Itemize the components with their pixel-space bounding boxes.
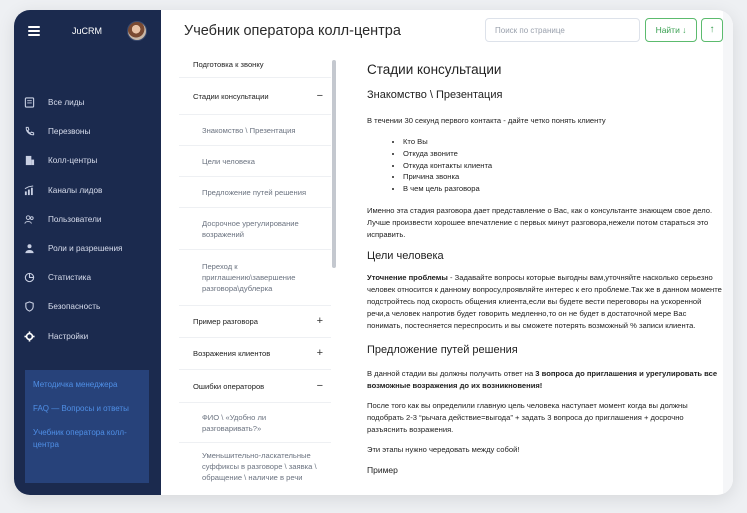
sidebar-item-label: Все лиды xyxy=(48,98,85,108)
sidebar-item-leads[interactable] xyxy=(14,88,161,117)
sidebar-item-label: Роли и разрешения xyxy=(48,244,123,254)
sidebar-nav xyxy=(14,88,161,351)
toc-item-example[interactable] xyxy=(179,306,331,338)
sidebar-header xyxy=(14,10,161,52)
toc-item-label: Знакомство \ Презентация xyxy=(202,125,296,135)
toc-item-label: Переход к приглашению\завершение разговора\дублерка xyxy=(202,262,296,293)
sidebar-item-label: Перезвоны xyxy=(48,127,91,137)
expand-icon[interactable]: + xyxy=(316,347,323,359)
link-faq[interactable]: FAQ — Вопросы и ответы xyxy=(33,404,129,413)
paragraph: В течении 30 секунд первого контакта - дайте четко понять клиенту xyxy=(367,116,606,125)
list-item: • Откуда звоните xyxy=(403,148,723,160)
toc-item-label: Уменьшительно-ласкательные суффиксы в разговоре \ заявка \ обращение \ наличие в речи xyxy=(202,451,317,482)
roles-icon xyxy=(23,243,35,255)
link-manager-guide[interactable]: Методичка менеджера xyxy=(33,380,118,389)
toc-item-objections-early[interactable] xyxy=(179,208,331,250)
collapse-icon[interactable]: − xyxy=(316,89,323,102)
example-label: Пример xyxy=(367,464,398,475)
sidebar-item-stats[interactable] xyxy=(14,263,161,292)
toc-item-invitation[interactable] xyxy=(179,250,331,306)
phone-icon xyxy=(23,126,35,138)
toc-item-client-objections[interactable] xyxy=(179,338,331,370)
paragraph xyxy=(367,368,723,392)
sidebar-item-label: Колл-центры xyxy=(48,156,98,166)
gear-icon xyxy=(23,330,35,342)
menu-icon[interactable] xyxy=(28,26,40,36)
sidebar-item-security[interactable] xyxy=(14,292,161,321)
toc-item-label: Предложение путей решения xyxy=(202,187,307,197)
list-item: • Причина звонка xyxy=(403,171,723,183)
content-scrollbar[interactable] xyxy=(723,10,733,495)
avatar[interactable] xyxy=(127,21,147,41)
bold-text: 3 вопроса до приглашения и урегулировать все возможные возражения до их возникновения! xyxy=(367,368,718,390)
table-of-contents xyxy=(179,52,331,495)
sidebar-item-lead-channels[interactable] xyxy=(14,176,161,205)
section-title: Стадии консультации xyxy=(367,62,502,77)
toc-item-label: Ошибки операторов xyxy=(193,381,265,391)
sidebar-item-label: Настройки xyxy=(48,331,89,341)
sidebar-item-label: Пользователи xyxy=(48,214,102,224)
toc-item-suffixes[interactable] xyxy=(179,443,331,495)
paragraph-text: В данной стадии вы должны получить ответ на xyxy=(367,368,536,378)
main-area xyxy=(161,10,733,495)
users-icon xyxy=(23,213,35,225)
list-item: • Откуда контакты клиента xyxy=(403,160,723,172)
toc-item-label: Пример разговора xyxy=(193,317,258,326)
toc-item-stages[interactable] xyxy=(179,78,331,115)
toc-item-prep[interactable] xyxy=(179,52,331,78)
toc-item-label: Стадии консультации xyxy=(193,91,269,101)
paragraph: Именно эта стадия разговора дает представление о Вас, как о консультанте знающем свое дело. Лучше произвести хорошее впечатление с первых минут разговора,нежели потом стараться это исправить. xyxy=(367,205,713,239)
expand-icon[interactable]: + xyxy=(316,315,323,327)
docs-links-panel xyxy=(25,370,149,483)
toc-item-label: Подготовка к звонку xyxy=(193,60,264,69)
paragraph xyxy=(367,272,723,332)
sidebar-item-settings[interactable] xyxy=(14,322,161,351)
channels-icon xyxy=(23,184,35,196)
toc-item-label: Возражения клиентов xyxy=(193,349,271,358)
link-operator-textbook[interactable]: Учебник оператора колл-центра xyxy=(33,428,127,449)
list-item: • В чем цель разговора xyxy=(403,183,723,195)
app-window xyxy=(14,10,733,495)
leads-icon xyxy=(23,97,35,109)
subsection-heading: Цели человека xyxy=(367,249,444,262)
paragraph: После того как вы определили главную цель человека наступает момент когда вы должны подобрать 2-3 “рычага действие=выгода” + задать 3 вопроса до приглашения + досрочно разъяснить возражения. xyxy=(367,400,688,434)
toc-scrollbar[interactable] xyxy=(332,60,336,268)
sidebar-item-label: Каналы лидов xyxy=(48,185,103,195)
sidebar-item-callbacks[interactable] xyxy=(14,117,161,146)
sidebar-item-label: Статистика xyxy=(48,273,92,283)
sidebar-item-roles[interactable] xyxy=(14,234,161,263)
page-title: Учебник оператора колл-центра xyxy=(184,23,401,39)
building-icon xyxy=(23,155,35,167)
toc-item-fio[interactable] xyxy=(179,403,331,443)
find-next-button[interactable]: Найти ↓ xyxy=(645,18,697,42)
content-body xyxy=(351,52,723,495)
toc-item-operator-errors[interactable] xyxy=(179,370,331,403)
pie-chart-icon xyxy=(23,272,35,284)
sidebar-item-label: Безопасность xyxy=(48,302,101,312)
toc-item-label: ФИО \ «Удобно ли разговаривать?» xyxy=(202,412,267,433)
subsection-heading: Предложение путей решения xyxy=(367,343,518,356)
sidebar-item-call-centers[interactable] xyxy=(14,146,161,175)
brand-name: JuCRM xyxy=(72,26,103,36)
toc-item-label: Досрочное урегулирование возражений xyxy=(202,218,299,239)
paragraph-text: - Задавайте вопросы которые выгодны вам,уточняйте насколько серьезно человек относится к данному вопросу,проявляйте интерес к его проблеме.Так же в данном моменте подстройтесь под скорость общения клиента,если вы будете вести переговоры на ускоренной речи,а человек напротив будет говорить медленно,то он не будет в достаточной мере Вас понимать, постесняется переспросить и вы сможете потерять возможный % записи клиента. xyxy=(367,272,722,330)
toc-item-goals[interactable] xyxy=(179,146,331,177)
bullet-list xyxy=(367,136,723,195)
search-input[interactable] xyxy=(485,18,640,42)
paragraph: Эти этапы нужно чередовать между собой! xyxy=(367,444,520,454)
scroll-up-button[interactable]: ↑ xyxy=(701,18,723,42)
toc-item-intro[interactable] xyxy=(179,115,331,146)
collapse-icon[interactable]: − xyxy=(316,379,323,392)
subsection-heading: Знакомство \ Презентация xyxy=(367,89,503,101)
sidebar xyxy=(14,10,161,495)
list-item: • Кто Вы xyxy=(403,136,723,148)
bold-term: Уточнение проблемы xyxy=(367,272,448,282)
shield-icon xyxy=(23,301,35,313)
toc-item-label: Цели человека xyxy=(202,156,255,166)
sidebar-item-users[interactable] xyxy=(14,205,161,234)
toc-item-solutions[interactable] xyxy=(179,177,331,208)
